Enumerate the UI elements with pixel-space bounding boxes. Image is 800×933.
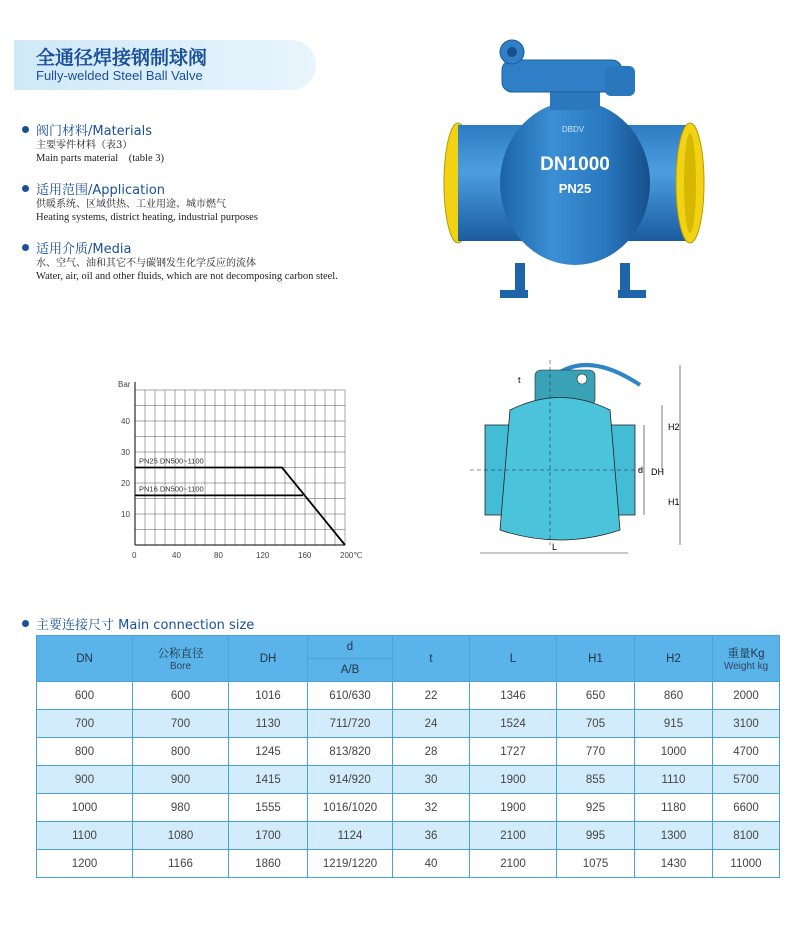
section-text-en: Main parts material (table 3) [36, 153, 164, 164]
section-text-en: Water, air, oil and other fluids, which are not decomposing carbon steel. [36, 271, 338, 282]
bullet-icon [22, 620, 29, 627]
dim-label-h2: H2 [668, 422, 680, 432]
table-cell: 2100 [470, 822, 557, 850]
table-cell: 1524 [470, 710, 557, 738]
dim-label-dh: DH [651, 467, 664, 477]
table-cell: 600 [37, 682, 133, 710]
size-label: DN1000 [540, 154, 610, 175]
table-cell: 11000 [713, 850, 780, 878]
series-label: PN16 DN500~1100 [139, 484, 204, 494]
table-cell: 2100 [470, 850, 557, 878]
table-cell: 1130 [229, 710, 308, 738]
table-cell: 813/820 [308, 738, 393, 766]
section-application [22, 179, 442, 224]
table-row [37, 710, 780, 738]
x-tick-label: 160 [298, 551, 312, 560]
table-cell: 1900 [470, 794, 557, 822]
table-cell: 650 [557, 682, 635, 710]
table-cell: 1346 [470, 682, 557, 710]
table-cell: 1245 [229, 738, 308, 766]
col-dh: DH [229, 636, 308, 682]
series-label: PN25 DN500~1100 [139, 456, 204, 466]
table-cell: 1219/1220 [308, 850, 393, 878]
col-dn: DN [37, 636, 133, 682]
table-cell: 1166 [133, 850, 229, 878]
table-cell: 700 [133, 710, 229, 738]
pressure-label: PN25 [558, 181, 592, 196]
table-cell: 30 [393, 766, 470, 794]
table-cell: 1555 [229, 794, 308, 822]
table-cell: 1075 [557, 850, 635, 878]
table-cell: 1080 [133, 822, 229, 850]
table-cell: 1900 [470, 766, 557, 794]
col-l: L [470, 636, 557, 682]
y-axis-label: Bar [118, 380, 131, 389]
table-cell: 700 [37, 710, 133, 738]
table-cell: 900 [37, 766, 133, 794]
page-subtitle: Fully-welded Steel Ball Valve [36, 68, 203, 83]
table-cell: 1300 [635, 822, 713, 850]
col-weight-en: Weight kg [723, 661, 769, 672]
table-cell: 4700 [713, 738, 780, 766]
table-row [37, 794, 780, 822]
y-tick-label: 40 [121, 417, 130, 426]
pressure-temperature-chart [110, 375, 370, 565]
table-cell: 32 [393, 794, 470, 822]
table-cell: 1430 [635, 850, 713, 878]
table-cell: 860 [635, 682, 713, 710]
page-title: 全通径焊接钢制球阀 [36, 47, 208, 69]
table-cell: 980 [133, 794, 229, 822]
table-row [37, 850, 780, 878]
dimension-diagram [470, 355, 700, 565]
table-row [37, 682, 780, 710]
section-materials [22, 120, 442, 165]
section-title: 适用介质/Media [36, 242, 132, 257]
y-tick-label: 10 [121, 510, 130, 519]
section-text-cn: 供暖系统、区域供热、工业用途、城市燃气 [36, 199, 226, 210]
table-cell: 711/720 [308, 710, 393, 738]
table-cell: 6600 [713, 794, 780, 822]
table-row [37, 766, 780, 794]
dim-label-h1: H1 [668, 497, 680, 507]
table-cell: 1415 [229, 766, 308, 794]
table-cell: 800 [133, 738, 229, 766]
table-cell: 22 [393, 682, 470, 710]
table-cell: 1180 [635, 794, 713, 822]
col-weight-cn: 重量Kg [727, 648, 765, 660]
table-cell: 24 [393, 710, 470, 738]
table-cell: 705 [557, 710, 635, 738]
x-tick-label: 200℃ [340, 551, 363, 560]
dim-label-t: t [518, 375, 521, 385]
table-cell: 1016 [229, 682, 308, 710]
dim-label-d: d [638, 465, 644, 475]
col-h1: H1 [557, 636, 635, 682]
table-cell: 925 [557, 794, 635, 822]
table-cell: 1100 [37, 822, 133, 850]
table-row [37, 822, 780, 850]
section-text-cn: 水、空气、油和其它不与碳钢发生化学反应的流体 [36, 258, 256, 269]
table-cell: 3100 [713, 710, 780, 738]
table-cell: 28 [393, 738, 470, 766]
connection-size-table [36, 635, 780, 878]
bullet-icon [22, 185, 29, 192]
table-cell: 855 [557, 766, 635, 794]
col-bore [133, 636, 229, 682]
table-cell: 1200 [37, 850, 133, 878]
table-cell: 1000 [635, 738, 713, 766]
col-d: d [308, 636, 393, 659]
table-cell: 1124 [308, 822, 393, 850]
x-tick-label: 80 [214, 551, 223, 560]
table-cell: 8100 [713, 822, 780, 850]
table-cell: 1727 [470, 738, 557, 766]
table-row [37, 738, 780, 766]
table-cell: 2000 [713, 682, 780, 710]
x-tick-label: 0 [132, 551, 137, 560]
table-cell: 800 [37, 738, 133, 766]
x-tick-label: 40 [172, 551, 181, 560]
table-cell: 1860 [229, 850, 308, 878]
section-text-cn: 主要零件材料（表3） [36, 140, 133, 151]
y-tick-label: 30 [121, 448, 130, 457]
col-t: t [393, 636, 470, 682]
y-tick-label: 20 [121, 479, 130, 488]
col-d-ab: A/B [308, 659, 393, 682]
table-cell: 770 [557, 738, 635, 766]
table-cell: 610/630 [308, 682, 393, 710]
bullet-icon [22, 244, 29, 251]
section-text-en: Heating systems, district heating, industrial purposes [36, 212, 258, 223]
table-cell: 915 [635, 710, 713, 738]
table-cell: 995 [557, 822, 635, 850]
section-title: 适用范围/Application [36, 183, 166, 198]
table-cell: 900 [133, 766, 229, 794]
table-cell: 914/920 [308, 766, 393, 794]
table-title-text: 主要连接尺寸 Main connection size [36, 618, 255, 633]
col-bore-cn: 公称直径 [157, 648, 204, 660]
valve-photo [440, 38, 710, 303]
table-cell: 36 [393, 822, 470, 850]
table-cell: 1016/1020 [308, 794, 393, 822]
col-bore-en: Bore [169, 661, 192, 672]
table-cell: 1110 [635, 766, 713, 794]
brand-label: DBDV [561, 125, 585, 134]
col-weight [713, 636, 780, 682]
x-tick-label: 120 [256, 551, 270, 560]
table-cell: 600 [133, 682, 229, 710]
table-cell: 1000 [37, 794, 133, 822]
section-title: 阀门材料/Materials [36, 124, 152, 139]
series-line [135, 468, 345, 546]
col-h2: H2 [635, 636, 713, 682]
section-media [22, 238, 442, 283]
bullet-icon [22, 126, 29, 133]
table-cell: 1700 [229, 822, 308, 850]
dim-label-l: L [552, 542, 558, 552]
table-title [22, 614, 254, 633]
table-cell: 5700 [713, 766, 780, 794]
table-cell: 40 [393, 850, 470, 878]
